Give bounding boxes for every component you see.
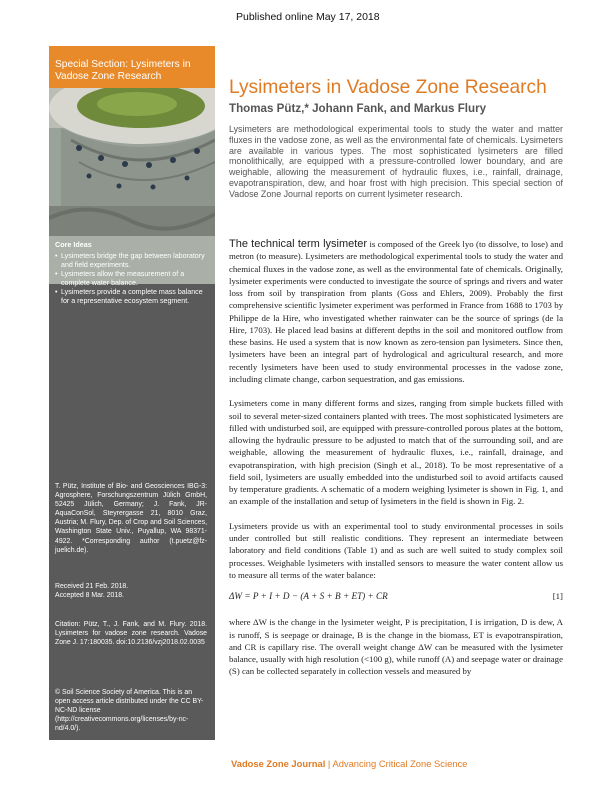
special-section-label: Special Section: Lysimeters in Vadose Zone Research [55, 59, 191, 82]
received-date: Received 21 Feb. 2018. [55, 583, 129, 590]
accepted-date: Accepted 8 Mar. 2018. [55, 592, 124, 600]
equation-row [229, 590, 563, 606]
lysimeter-photo-illustration [49, 88, 215, 236]
equation-number: [1] [552, 591, 563, 602]
paragraph-1-text: is composed of the Greek lyo (to dissolve, to lose) and metron (to measure). Lysimeters are methodological experimental tools to study the water and chemical fluxes in the vadose zone, as well as the environmental fate of chemicals. Originally, lysimeter experiments were conducted to investigate the source of springs and rivers and water loss from soil by transpiration from plants (Goss and Ehlers, 2009). Probably the first comprehensive scientific lysimeter experiment was performed in France from 1688 to 1703 by Philippe de la Hire, who investigated whether rainwater can be the source of springs (de la Hire, 1703). He placed lead basins at different depths in the soil and monitored outflow from these basins. He used a system that is now known as zero-tension pan lysimeters. Since then, lysimeters have been an integral part of hydrological and agricultural research, and more recently lysimeters have been used to study environmental processes in the vadose zone, including climate change, carbon sequestration, and gas emissions. [229, 239, 564, 384]
journal-tagline: Advancing Critical Zone Science [332, 758, 468, 769]
footer-separator: | [325, 758, 333, 769]
core-idea-item: • Lysimeters allow the measurement of a complete water balance. [55, 270, 205, 288]
published-date: Published online May 17, 2018 [236, 11, 380, 23]
article-abstract: Lysimeters are methodological experimental tools to study the water and matter fluxes in the vadose zone, as well as the environmental fate of chemicals. Lysimeters are available in various types. The most sophisticated lysimeters are filled monolithically, are equipped with a pressure-controlled lower boundary, and are weighable, allowing the measurement of hydraulic fluxes, i.e., rainfall, drainage, evapotranspiration, dew, and hoar frost with high precision. This special section of Vadose Zone Journal reports on current lysimeter research. [229, 124, 563, 199]
journal-footer [231, 758, 467, 769]
article-authors: Thomas Pütz,* Johann Fank, and Markus Flury [229, 102, 487, 115]
paragraph-4: where ΔW is the change in the lysimeter weight, P is precipitation, I is irrigation, D is dew, A is runoff, S is seepage or drainage, B is the change in the biomass, ET is evapotranspiration, and CR is capillary rise. The overall weight change ΔW can be measured with the lysimeter balance, usually with high resolution (<100 g), while runoff (A) and seepage water or drainage (S) can be collected separately in collection vessels and measured by [229, 617, 563, 677]
article-title: Lysimeters in Vadose Zone Research [229, 77, 547, 98]
copyright-license: © Soil Science Society of America. This is an open access article distributed under the CC BY-NC-ND license (http://creativecommons.org/licenses/by-nc-nd/4.0/). [55, 689, 204, 732]
lead-in: The technical term lysimeter [229, 238, 368, 250]
core-ideas-heading: Core Ideas [55, 240, 92, 249]
special-section-box [49, 46, 215, 88]
paragraph-3: Lysimeters provide us with an experimental tool to study environmental processes in soils under controlled but still realistic conditions. They represent an intermediate between laboratory and field conditions (Table 1) and as such are well suited to study complex soil processes. Weighable lysimeters with installed sensors to measure the water content allow us to measure all terms of the water balance: [229, 520, 563, 580]
citation: Citation: Pütz, T., J. Fank, and M. Flury. 2018. Lysimeters for vadose zone research. Vadose Zone J. 17:180035. doi:10.2136/vzj2018.02.0035 [55, 621, 207, 647]
water-balance-equation: ΔW = P + I + D − (A + S + B + ET) + CR [229, 591, 388, 602]
core-idea-item: • Lysimeters bridge the gap between laboratory and field experiments. [55, 252, 205, 270]
core-ideas-list [55, 252, 205, 307]
author-affiliations: T. Pütz, Institute of Bio- and Geosciences IBG-3: Agrosphere, Forschungszentrum Jülich GmbH, 52425 Jülich, Germany; J. Fank, JR-AquaConSol, Steyrergasse 21, 8010 Graz, Austria; M. Flury, Dep. of Crop and Soil Sciences, Washington State Univ., Puyallup, WA 98371-4922. *Corresponding author (t.puetz@fz-juelich.de). [55, 483, 207, 554]
paragraph-1 [229, 238, 563, 385]
core-idea-item: • Lysimeters provide a complete mass balance for a representative ecosystem segment. [55, 288, 205, 306]
received-accepted-dates [55, 582, 207, 600]
sidebar [49, 46, 215, 740]
journal-name: Vadose Zone Journal [231, 758, 326, 769]
article-body [229, 238, 563, 690]
paragraph-2: Lysimeters come in many different forms and sizes, ranging from simple buckets filled with soil to several meter-sized containers planted with trees. The most sophisticated lysimeters are filled with undisturbed soil, are equipped with pressure-controlled porous plates at the bottom, allowing the hydraulic pressure to be adjusted to match that of the surrounding soil, and are weighable, allowing the measurement of hydraulic fluxes, i.e., rainfall, drainage, and evapotranspiration, with high precision (Singh et al., 2018). To be most representative of a field soil, lysimeters are usually embedded into the undisturbed soil to avoid artifacts caused by temperature gradients. A schematic of a modern weighing lysimeter is shown in Fig. 1, and an example of the installation and setup of lysimeters in the field is shown in Fig. 2. [229, 398, 563, 507]
